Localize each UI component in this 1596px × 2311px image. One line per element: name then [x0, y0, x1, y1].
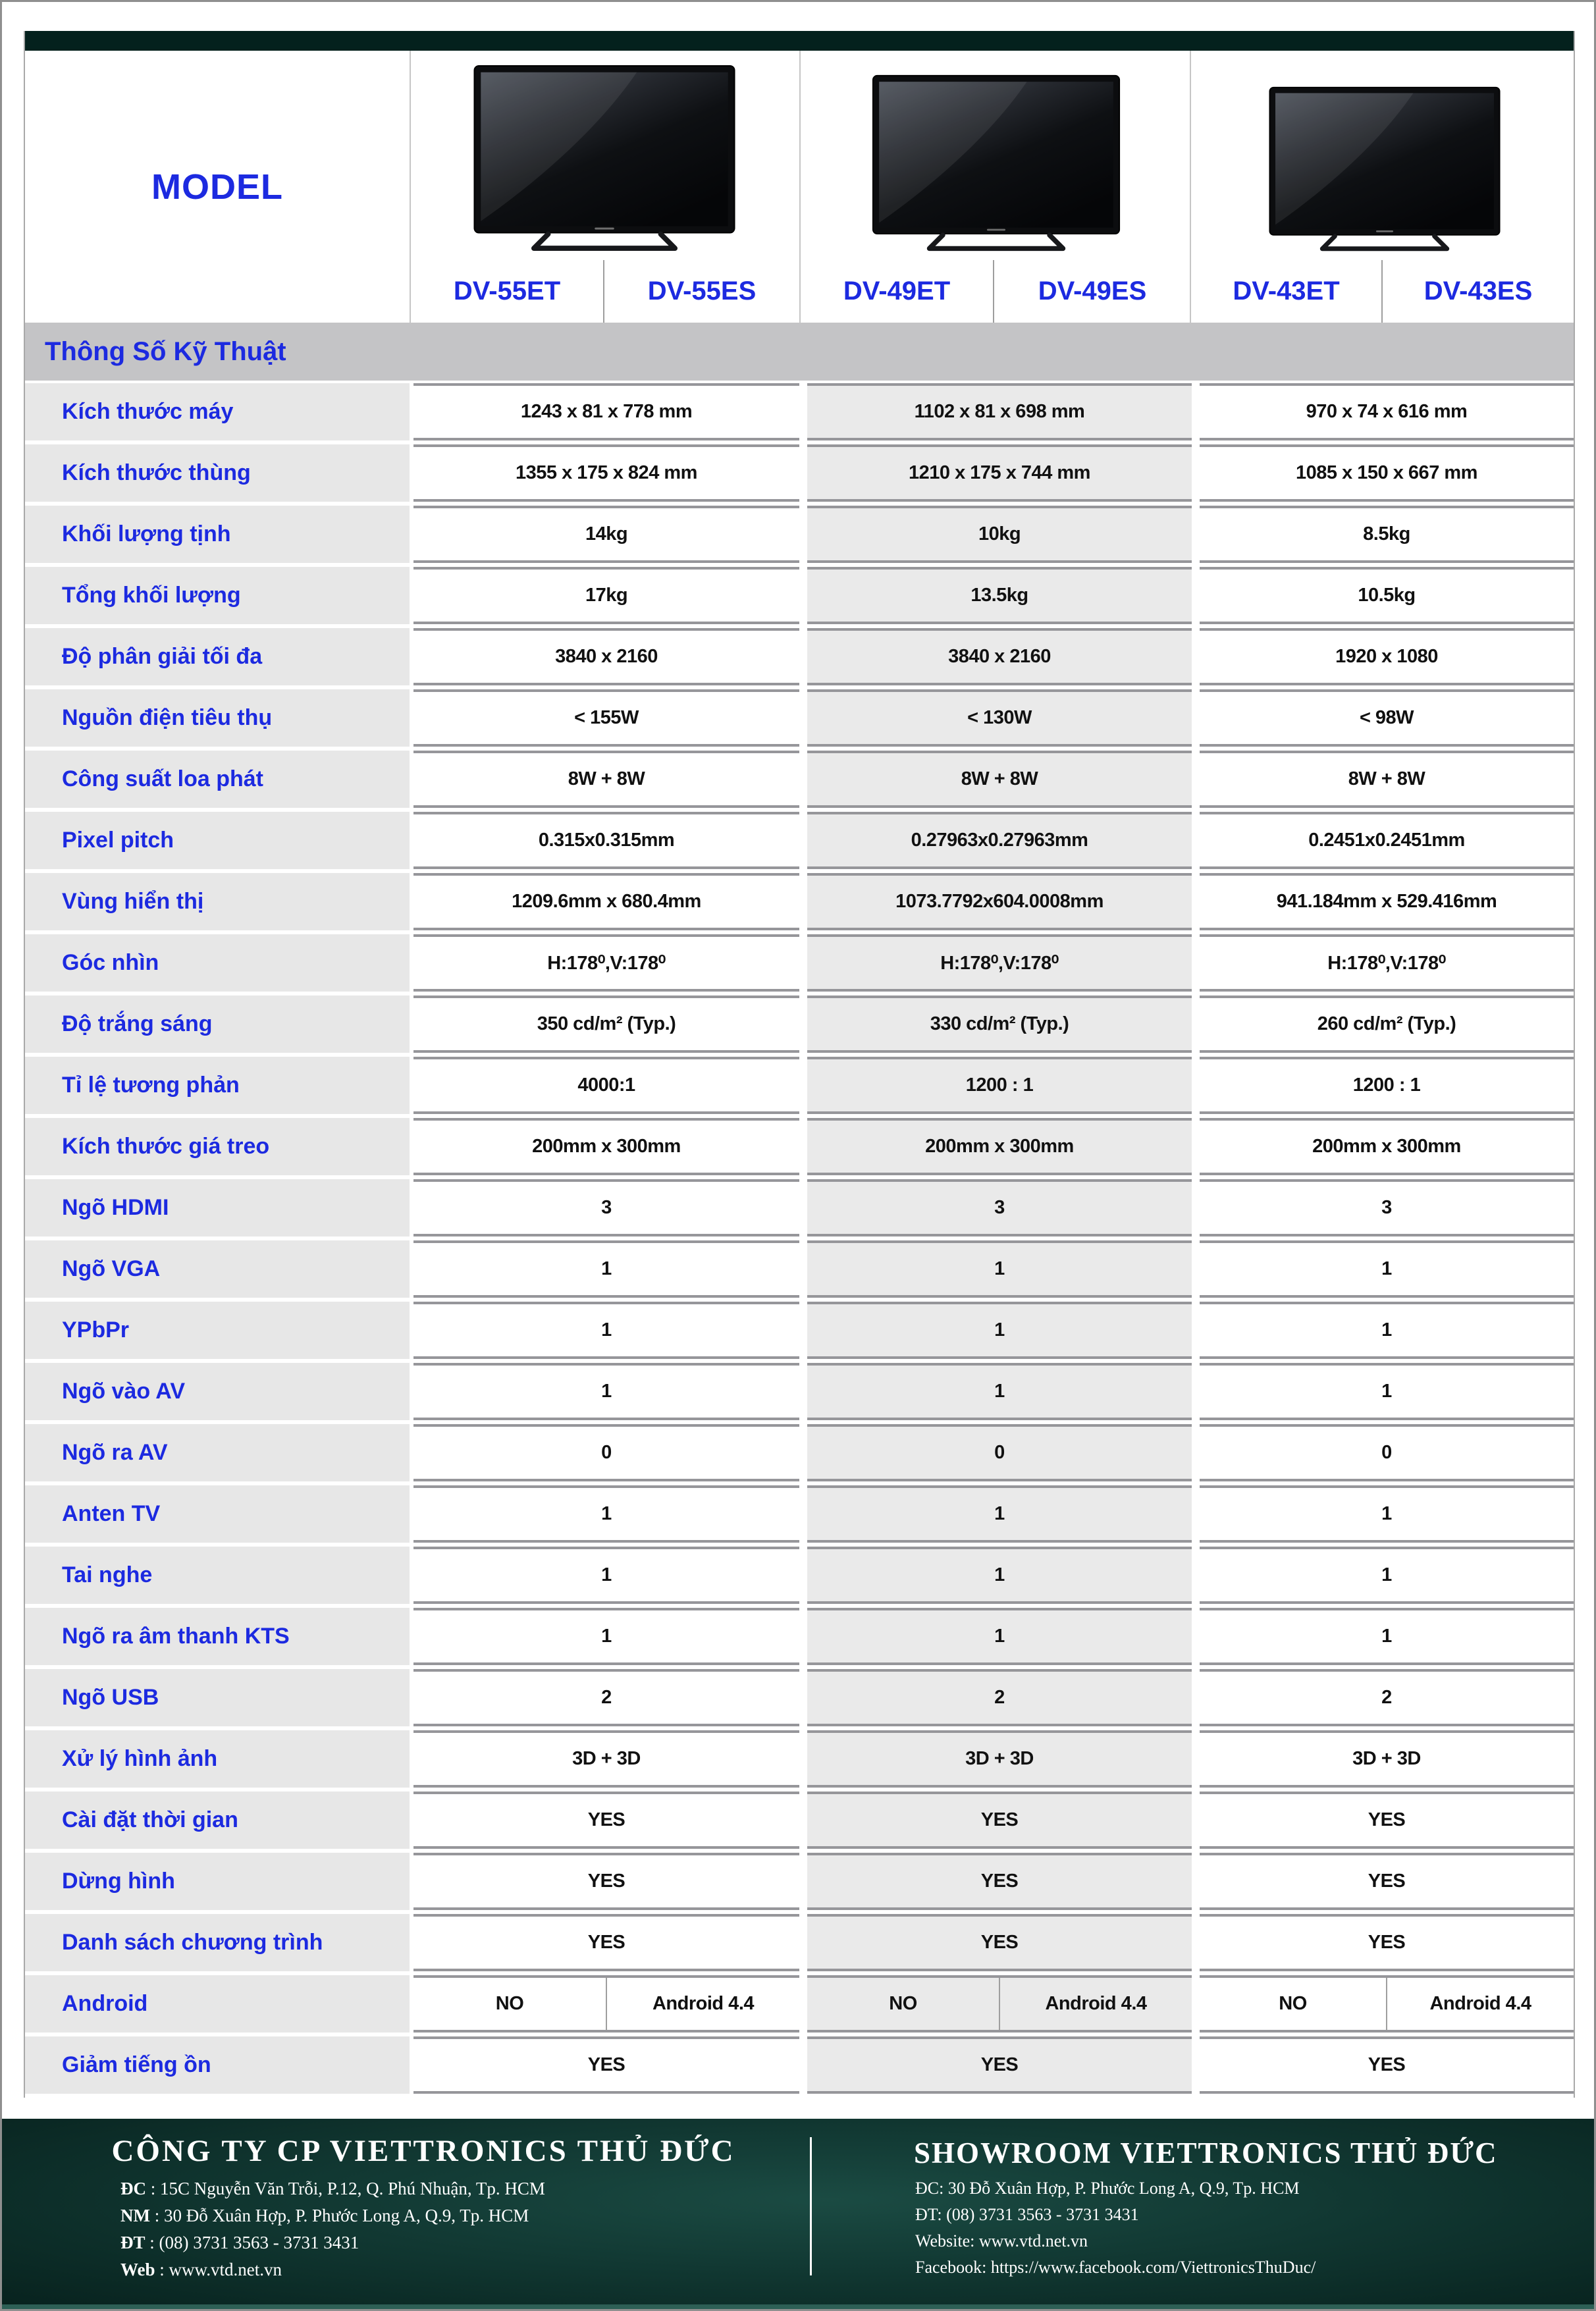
spec-value-text: 1 — [1381, 1564, 1392, 1585]
footer — [0, 2119, 1596, 2311]
spec-value-left: NO — [889, 1993, 917, 2014]
spec-value-cell — [1200, 567, 1574, 624]
spec-value-cell — [413, 444, 799, 502]
spec-value-text: 200mm x 300mm — [532, 1136, 681, 1157]
spec-value-cell — [1200, 751, 1574, 808]
spec-value-cell — [1200, 1853, 1574, 1910]
spec-value-text: 14kg — [585, 523, 628, 545]
spec-value-cell — [1200, 1302, 1574, 1359]
spec-value-text: H:178⁰,V:178⁰ — [940, 953, 1059, 974]
spec-row — [25, 444, 1574, 502]
footer-showroom-title: SHOWROOM VIETTRONICS THỦ ĐỨC — [914, 2137, 1498, 2169]
model-header-label: MODEL — [151, 167, 283, 207]
spec-value-cell — [1200, 1608, 1574, 1665]
spec-value-cell — [807, 1608, 1192, 1665]
footer-detail-label: ĐC — [120, 2179, 146, 2198]
spec-value-cell — [413, 506, 799, 563]
spec-rows — [25, 381, 1574, 2094]
spec-value-cell — [413, 1975, 799, 2032]
spec-value-text: < 130W — [967, 707, 1032, 728]
spec-row-label: Dừng hình — [25, 1853, 410, 1910]
spec-value-text: 10.5kg — [1358, 585, 1416, 606]
spec-value-text: YES — [587, 1932, 625, 1953]
spec-value-cell — [807, 873, 1192, 930]
spec-value-cell — [1200, 873, 1574, 930]
spec-value-text: 0.315x0.315mm — [538, 830, 675, 851]
footer-company-title: CÔNG TY CP VIETTRONICS THỦ ĐỨC — [111, 2134, 735, 2168]
spec-value-cell — [413, 1302, 799, 1359]
spec-value-cell — [1200, 1363, 1574, 1420]
spec-row — [25, 873, 1574, 930]
spec-value-text: H:178⁰,V:178⁰ — [547, 953, 666, 974]
spec-value-text: 260 cd/m² (Typ.) — [1317, 1013, 1456, 1034]
spec-value-cell — [413, 1240, 799, 1298]
spec-value-cell — [807, 934, 1192, 992]
spec-value-text: 2 — [1381, 1687, 1392, 1708]
spec-row-label: Công suất loa phát — [25, 751, 410, 808]
spec-value-cell — [413, 383, 799, 440]
spec-value-text: 1 — [1381, 1503, 1392, 1524]
spec-value-cell — [413, 1363, 799, 1420]
spec-value-text: H:178⁰,V:178⁰ — [1327, 953, 1446, 974]
spec-value-cell — [807, 567, 1192, 624]
footer-detail-text: 30 Đỗ Xuân Hợp, P. Phước Long A, Q.9, Tp. HCM — [164, 2206, 529, 2225]
spec-value-cell — [413, 1057, 799, 1114]
spec-value-text: 1 — [601, 1564, 612, 1585]
spec-value-text: 1 — [601, 1626, 612, 1647]
footer-detail-separator: : — [155, 2260, 169, 2279]
spec-row-label: Vùng hiển thị — [25, 873, 410, 930]
footer-detail-text: (08) 3731 3563 - 3731 3431 — [946, 2205, 1139, 2224]
spec-value-text: 3 — [601, 1197, 612, 1218]
footer-detail-text: www.vtd.net.vn — [978, 2231, 1088, 2250]
spec-value-cell — [807, 689, 1192, 747]
spec-value-text: 3D + 3D — [965, 1748, 1034, 1769]
spec-row — [25, 1730, 1574, 1788]
spec-row-label: Khối lượng tịnh — [25, 506, 410, 563]
section-bar — [25, 323, 1574, 381]
spec-value-text: YES — [587, 1871, 625, 1892]
spec-value-cell — [413, 873, 799, 930]
spec-value-text: 0.27963x0.27963mm — [911, 830, 1088, 851]
spec-value-text: 1 — [994, 1319, 1005, 1341]
spec-value-cell — [413, 628, 799, 685]
spec-value-text: 2 — [994, 1687, 1005, 1708]
spec-row — [25, 1424, 1574, 1481]
spec-value-text: 13.5kg — [971, 585, 1028, 606]
spec-value-cell — [807, 1179, 1192, 1236]
footer-detail-line — [120, 2175, 789, 2202]
spec-value-text: 1355 x 175 x 824 mm — [516, 462, 697, 483]
spec-row-label: Độ trắng sáng — [25, 996, 410, 1053]
spec-row — [25, 934, 1574, 992]
spec-value-cell — [413, 751, 799, 808]
spec-value-text: YES — [1368, 1809, 1406, 1830]
spec-row-label: Ngõ ra âm thanh KTS — [25, 1608, 410, 1665]
spec-value-text: YES — [587, 1809, 625, 1830]
spec-value-cell — [807, 2036, 1192, 2094]
spec-row — [25, 1179, 1574, 1236]
spec-value-text: 1 — [994, 1381, 1005, 1402]
spec-row — [25, 567, 1574, 624]
spec-value-cell — [807, 1669, 1192, 1726]
spec-row — [25, 1057, 1574, 1114]
spec-value-text: 200mm x 300mm — [1312, 1136, 1461, 1157]
spec-value-cell — [807, 1302, 1192, 1359]
footer-detail-text: (08) 3731 3563 - 3731 3431 — [159, 2233, 359, 2252]
spec-value-cell — [1200, 1914, 1574, 1971]
tv-product-image-43 — [1265, 86, 1504, 252]
spec-value-text: 1 — [994, 1564, 1005, 1585]
spec-value-cell — [1200, 996, 1574, 1053]
spec-value-cell — [413, 1547, 799, 1604]
spec-value-cell — [807, 812, 1192, 869]
spec-row-label: Kích thước máy — [25, 383, 410, 440]
footer-detail-line — [120, 2229, 789, 2256]
spec-value-cell — [807, 751, 1192, 808]
spec-row — [25, 383, 1574, 440]
spec-value-cell — [1200, 934, 1574, 992]
spec-value-text: YES — [980, 2054, 1019, 2075]
spec-row — [25, 1914, 1574, 1971]
model-name: DV-43ET — [1233, 277, 1340, 305]
spec-row — [25, 1547, 1574, 1604]
footer-divider — [810, 2137, 812, 2275]
spec-row-label: Tổng khối lượng — [25, 567, 410, 624]
spec-row-label: Xử lý hình ảnh — [25, 1730, 410, 1788]
spec-value-text: 0 — [601, 1442, 612, 1463]
model-name: DV-49ES — [1038, 277, 1147, 305]
spec-value-text: 10kg — [978, 523, 1021, 545]
footer-detail-line — [915, 2228, 1579, 2254]
spec-value-text: 1 — [1381, 1258, 1392, 1279]
spec-value-text: 970 x 74 x 616 mm — [1306, 401, 1468, 422]
spec-value-text: 0.2451x0.2451mm — [1308, 830, 1465, 851]
spec-value-cell — [413, 689, 799, 747]
spec-row-label: Ngõ ra AV — [25, 1424, 410, 1481]
spec-value-text: 330 cd/m² (Typ.) — [930, 1013, 1069, 1034]
spec-value-cell — [1200, 444, 1574, 502]
spec-row — [25, 1608, 1574, 1665]
spec-value-cell — [413, 2036, 799, 2094]
spec-value-cell — [1200, 383, 1574, 440]
spec-value-text: 1 — [601, 1381, 612, 1402]
spec-value-cell — [807, 1730, 1192, 1788]
spec-row — [25, 1853, 1574, 1910]
spec-row-label: Giảm tiếng ồn — [25, 2036, 410, 2094]
spec-row — [25, 1240, 1574, 1298]
spec-value-text: 3840 x 2160 — [948, 646, 1051, 667]
spec-row — [25, 1975, 1574, 2032]
spec-value-cell — [413, 1118, 799, 1175]
footer-detail-line — [915, 2254, 1579, 2281]
spec-value-cell — [1200, 1975, 1574, 2032]
model-name: DV-55ES — [647, 277, 757, 305]
spec-value-text: 1102 x 81 x 698 mm — [914, 401, 1085, 422]
spec-value-text: 4000:1 — [577, 1075, 635, 1096]
spec-value-cell — [1200, 1669, 1574, 1726]
spec-value-cell — [807, 1547, 1192, 1604]
footer-detail-text: www.vtd.net.vn — [169, 2260, 282, 2279]
spec-value-text: 3840 x 2160 — [555, 646, 658, 667]
spec-value-text: 8W + 8W — [568, 768, 645, 789]
spec-row — [25, 996, 1574, 1053]
spec-value-text: 1209.6mm x 680.4mm — [512, 891, 701, 912]
spec-row — [25, 689, 1574, 747]
spec-row-label: Góc nhìn — [25, 934, 410, 992]
spec-value-text: YES — [1368, 2054, 1406, 2075]
spec-row — [25, 1669, 1574, 1726]
spec-value-text: 1085 x 150 x 667 mm — [1296, 462, 1477, 483]
spec-row — [25, 1363, 1574, 1420]
footer-detail-label: Web — [120, 2260, 155, 2279]
spec-value-cell — [1200, 1240, 1574, 1298]
tv-product-image-49 — [868, 74, 1124, 252]
spec-value-cell — [807, 444, 1192, 502]
spec-value-left: NO — [1279, 1993, 1307, 2014]
table-top-bar — [25, 31, 1574, 51]
spec-value-cell — [413, 812, 799, 869]
spec-value-text: YES — [980, 1809, 1019, 1830]
spec-value-cell — [1200, 1547, 1574, 1604]
spec-value-text: 3D + 3D — [572, 1748, 641, 1769]
spec-value-cell — [807, 1914, 1192, 1971]
footer-showroom-block — [914, 2136, 1579, 2281]
spec-value-cell — [413, 1669, 799, 1726]
spec-value-text: 1 — [1381, 1626, 1392, 1647]
spec-value-text: 1 — [601, 1503, 612, 1524]
spec-row-label: Cài đặt thời gian — [25, 1792, 410, 1849]
model-name: DV-43ES — [1423, 277, 1533, 305]
spec-value-cell — [807, 1118, 1192, 1175]
spec-row — [25, 1302, 1574, 1359]
spec-row-label: Ngõ VGA — [25, 1240, 410, 1298]
footer-detail-line — [915, 2202, 1579, 2228]
spec-value-text: 200mm x 300mm — [925, 1136, 1074, 1157]
spec-table — [24, 31, 1575, 2098]
spec-value-text: 1 — [994, 1626, 1005, 1647]
footer-company-details — [58, 2175, 789, 2283]
spec-value-text: 0 — [994, 1442, 1005, 1463]
spec-value-text: 1210 x 175 x 744 mm — [909, 462, 1090, 483]
model-name: DV-49ET — [843, 277, 951, 305]
spec-value-text: 3 — [994, 1197, 1005, 1218]
spec-value-text: < 98W — [1359, 707, 1414, 728]
footer-detail-separator: : — [145, 2233, 159, 2252]
spec-value-cell — [1200, 1730, 1574, 1788]
model-header-cell — [25, 51, 410, 323]
spec-value-cell — [807, 1975, 1192, 2032]
spec-value-cell — [1200, 1179, 1574, 1236]
footer-detail-label: Website: — [915, 2231, 975, 2250]
spec-value-text: < 155W — [574, 707, 639, 728]
spec-value-text: 1 — [601, 1319, 612, 1341]
spec-row-label: YPbPr — [25, 1302, 410, 1359]
model-name: DV-55ET — [453, 277, 561, 305]
spec-value-text: 1 — [994, 1258, 1005, 1279]
footer-detail-line — [915, 2175, 1579, 2202]
footer-detail-separator: : — [146, 2179, 161, 2198]
spec-value-right: Android 4.4 — [1386, 1978, 1574, 2030]
spec-value-text: 1 — [994, 1503, 1005, 1524]
spec-value-cell — [807, 1853, 1192, 1910]
tv-product-image-55 — [469, 65, 739, 252]
spec-value-text: 1 — [1381, 1381, 1392, 1402]
spec-row-label: Ngõ HDMI — [25, 1179, 410, 1236]
spec-value-cell — [413, 996, 799, 1053]
spec-value-text: YES — [1368, 1932, 1406, 1953]
spec-value-cell — [1200, 506, 1574, 563]
spec-row-label: Anten TV — [25, 1485, 410, 1543]
spec-value-text: 1243 x 81 x 778 mm — [520, 401, 693, 422]
spec-row-label: Nguồn điện tiêu thụ — [25, 689, 410, 747]
spec-value-cell — [807, 1363, 1192, 1420]
spec-row — [25, 1118, 1574, 1175]
footer-detail-line — [120, 2202, 789, 2229]
spec-value-cell — [1200, 812, 1574, 869]
spec-row-label: Kích thước giá treo — [25, 1118, 410, 1175]
spec-value-text: 1 — [1381, 1319, 1392, 1341]
spec-value-text: 0 — [1381, 1442, 1392, 1463]
spec-row — [25, 812, 1574, 869]
spec-value-cell — [413, 1179, 799, 1236]
spec-value-cell — [413, 1914, 799, 1971]
spec-row — [25, 506, 1574, 563]
spec-value-cell — [1200, 1424, 1574, 1481]
spec-value-cell — [1200, 628, 1574, 685]
spec-row — [25, 2036, 1574, 2094]
footer-company-block — [58, 2133, 789, 2283]
spec-value-cell — [1200, 1057, 1574, 1114]
spec-value-cell — [413, 1608, 799, 1665]
spec-value-cell — [1200, 1485, 1574, 1543]
spec-value-cell — [807, 506, 1192, 563]
spec-value-cell — [413, 1730, 799, 1788]
spec-value-text: 350 cd/m² (Typ.) — [537, 1013, 676, 1034]
spec-row — [25, 1485, 1574, 1543]
spec-value-cell — [413, 567, 799, 624]
spec-value-cell — [807, 1424, 1192, 1481]
spec-value-text: 3D + 3D — [1352, 1748, 1421, 1769]
spec-row-label: Ngõ vào AV — [25, 1363, 410, 1420]
spec-value-cell — [413, 1485, 799, 1543]
spec-row — [25, 751, 1574, 808]
spec-row-label: Pixel pitch — [25, 812, 410, 869]
footer-detail-text: https://www.facebook.com/ViettronicsThuDuc/ — [990, 2258, 1316, 2277]
spec-row-label: Tai nghe — [25, 1547, 410, 1604]
spec-value-cell — [807, 996, 1192, 1053]
footer-detail-separator: : — [149, 2206, 164, 2225]
spec-value-cell — [807, 628, 1192, 685]
footer-detail-label: NM — [120, 2206, 150, 2225]
spec-value-cell — [413, 1792, 799, 1849]
spec-value-text: 1200 : 1 — [1352, 1075, 1421, 1096]
spec-value-cell — [807, 1792, 1192, 1849]
spec-row-label: Độ phân giải tối đa — [25, 628, 410, 685]
spec-row — [25, 1792, 1574, 1849]
footer-bottom-strip — [0, 2304, 1596, 2311]
spec-value-text: YES — [587, 2054, 625, 2075]
spec-value-cell — [807, 1240, 1192, 1298]
spec-value-text: YES — [1368, 1871, 1406, 1892]
spec-value-text: 8W + 8W — [961, 768, 1038, 789]
footer-detail-label: ĐT — [120, 2233, 146, 2252]
spec-value-text: 1073.7792x604.0008mm — [895, 891, 1104, 912]
spec-value-text: YES — [980, 1932, 1019, 1953]
spec-value-cell — [1200, 2036, 1574, 2094]
footer-detail-text: 30 Đỗ Xuân Hợp, P. Phước Long A, Q.9, Tp. HCM — [947, 2179, 1300, 2198]
spec-row-label: Ngõ USB — [25, 1669, 410, 1726]
spec-row-label: Tỉ lệ tương phản — [25, 1057, 410, 1114]
spec-value-right: Android 4.4 — [999, 1978, 1192, 2030]
spec-value-text: YES — [980, 1871, 1019, 1892]
spec-value-cell — [1200, 689, 1574, 747]
spec-row-label: Danh sách chương trình — [25, 1914, 410, 1971]
section-title: Thông Số Kỹ Thuật — [45, 336, 286, 366]
spec-value-cell — [807, 1057, 1192, 1114]
spec-value-text: 1200 : 1 — [965, 1075, 1034, 1096]
footer-showroom-details — [914, 2175, 1579, 2281]
model-header-row — [25, 51, 1574, 323]
spec-value-cell — [413, 934, 799, 992]
spec-row-label: Android — [25, 1975, 410, 2032]
spec-value-text: 1920 x 1080 — [1335, 646, 1438, 667]
spec-value-text: 2 — [601, 1687, 612, 1708]
spec-value-left: NO — [495, 1993, 524, 2014]
spec-value-text: 3 — [1381, 1197, 1392, 1218]
spec-value-text: 1 — [601, 1258, 612, 1279]
spec-value-cell — [413, 1853, 799, 1910]
footer-detail-label: ĐC: — [915, 2179, 944, 2198]
spec-value-text: 17kg — [585, 585, 628, 606]
spec-value-cell — [1200, 1792, 1574, 1849]
spec-value-cell — [807, 1485, 1192, 1543]
spec-value-text: 941.184mm x 529.416mm — [1276, 891, 1497, 912]
spec-value-cell — [807, 383, 1192, 440]
spec-value-text: 8W + 8W — [1348, 768, 1425, 789]
footer-detail-label: ĐT: — [915, 2205, 942, 2224]
spec-value-cell — [1200, 1118, 1574, 1175]
footer-detail-line — [120, 2256, 789, 2283]
spec-value-text: 8.5kg — [1363, 523, 1410, 545]
spec-row-label: Kích thước thùng — [25, 444, 410, 502]
footer-detail-label: Facebook: — [915, 2258, 987, 2277]
spec-value-right: Android 4.4 — [606, 1978, 799, 2030]
footer-detail-text: 15C Nguyễn Văn Trỗi, P.12, Q. Phú Nhuận, Tp. HCM — [160, 2179, 545, 2198]
spec-value-cell — [413, 1424, 799, 1481]
spec-row — [25, 628, 1574, 685]
